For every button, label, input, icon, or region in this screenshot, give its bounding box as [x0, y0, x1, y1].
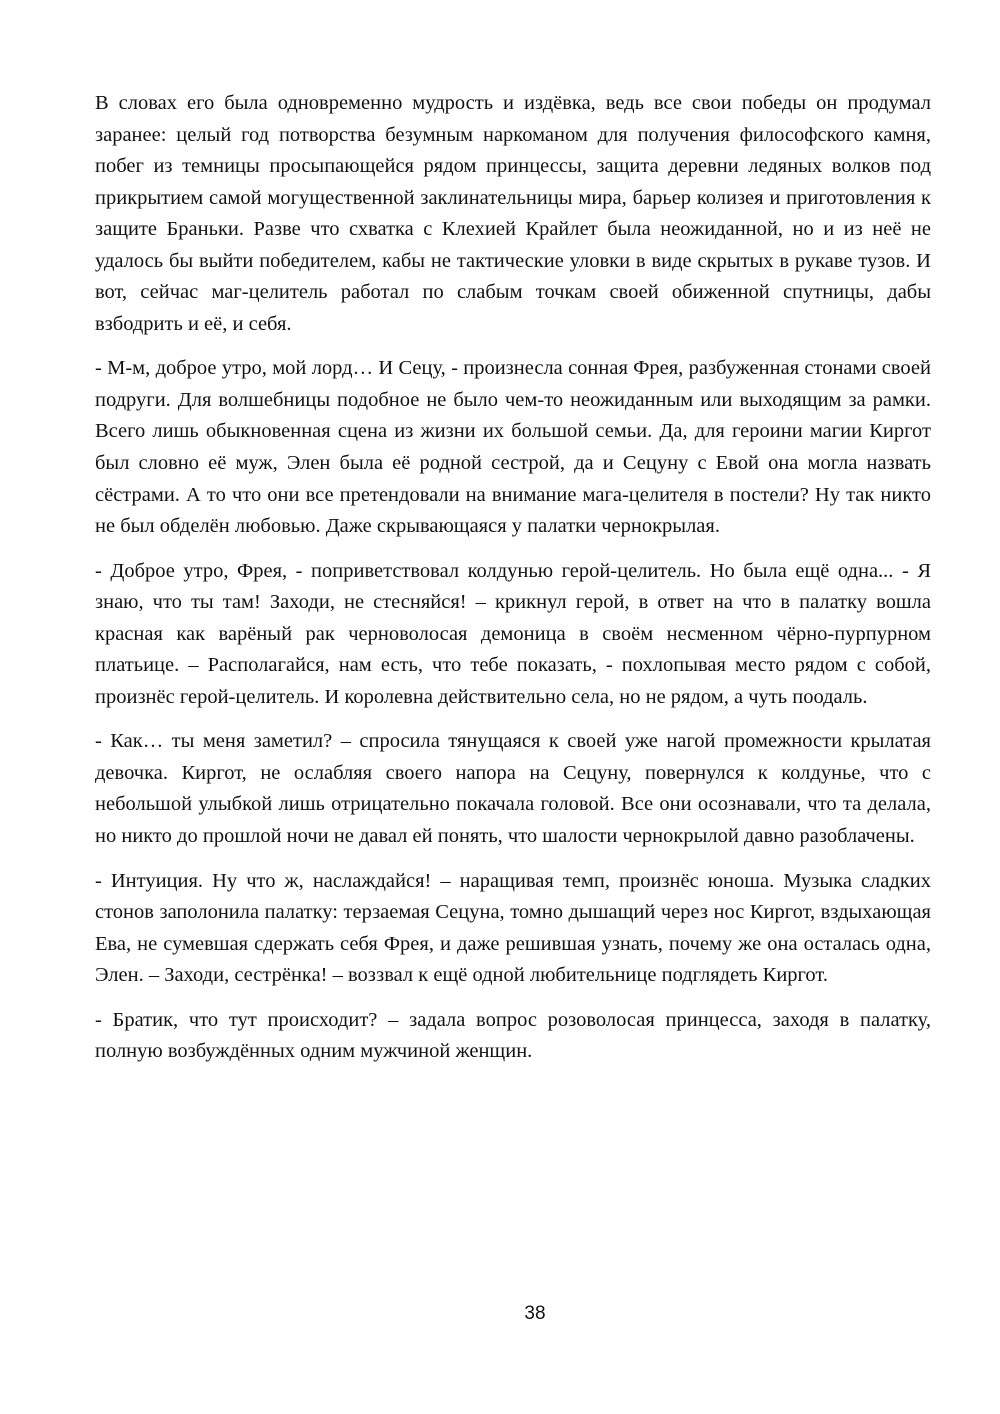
page-number: 38 [524, 1303, 546, 1324]
paragraph: - Интуиция. Ну что ж, наслаждайся! – наращивая темп, произнёс юноша. Музыка сладких стонов заполонила палатку: терзаемая Сецуна, томно дышащий через нос Киргот, вздыхающая Ева, не сумевшая сдержать себя Фрея, и даже решившая узнать, почему же она осталась одна, Элен. – Заходи, сестрёнка! – воззвал к ещё одной любительнице подглядеть Киргот. [95, 869, 931, 987]
text-block [95, 88, 931, 1081]
paragraph: - М-м, доброе утро, мой лорд… И Сецу, - произнесла сонная Фрея, разбуженная стонами своей подруги. Для волшебницы подобное не было чем-то неожиданным или выходящим за рамки. Всего лишь обыкновенная сцена из жизни их большой семьи. Да, для героини магии Киргот был словно её муж, Элен была её родной сестрой, да и Сецуну с Евой она могла назвать сёстрами. А то что они все претендовали на внимание мага-целителя в постели? Ну так никто не был обделён любовью. Даже скрывающаяся у палатки чернокрылая. [95, 357, 931, 538]
paragraph: - Братик, что тут происходит? – задала вопрос розоволосая принцесса, заходя в палатку, полную возбуждённых одним мужчиной женщин. [95, 1008, 931, 1063]
paragraph: - Как… ты меня заметил? – спросила тянущаяся к своей уже нагой промежности крылатая девочка. Киргот, не ослабляя своего напора на Сецуну, повернулся к колдунье, что с небольшой улыбкой лишь отрицательно покачала головой. Все они осознавали, что та делала, но никто до прошлой ночи не давал ей понять, что шалости чернокрылой давно разоблачены. [95, 730, 931, 848]
paragraph: В словах его была одновременно мудрость и издёвка, ведь все свои победы он продумал заранее: целый год потворства безумным наркоманом для получения философского камня, побег из темницы просыпающейся рядом принцессы, защита деревни ледяных волков под прикрытием самой могущественной заклинательницы мира, барьер колизея и приготовления к защите Браньки. Разве что схватка с Клехией Крайлет была неожиданной, но и из неё не удалось бы выйти победителем, кабы не тактические уловки в виде скрытых в рукаве тузов. И вот, сейчас маг-целитель работал по слабым точкам своей обиженной спутницы, дабы взбодрить и её, и себя. [95, 92, 931, 335]
paragraph: - Доброе утро, Фрея, - поприветствовал колдунью герой-целитель. Но была ещё одна... - Я знаю, что ты там! Заходи, не стесняйся! – крикнул герой, в ответ на что в палатку вошла красная как варёный рак черноволосая демоница в своём несменном чёрно-пурпурном платьице. – Располагайся, нам есть, что тебе показать, - похлопывая место рядом с собой, произнёс герой-целитель. И королевна действительно села, но не рядом, а чуть поодаль. [95, 559, 931, 708]
